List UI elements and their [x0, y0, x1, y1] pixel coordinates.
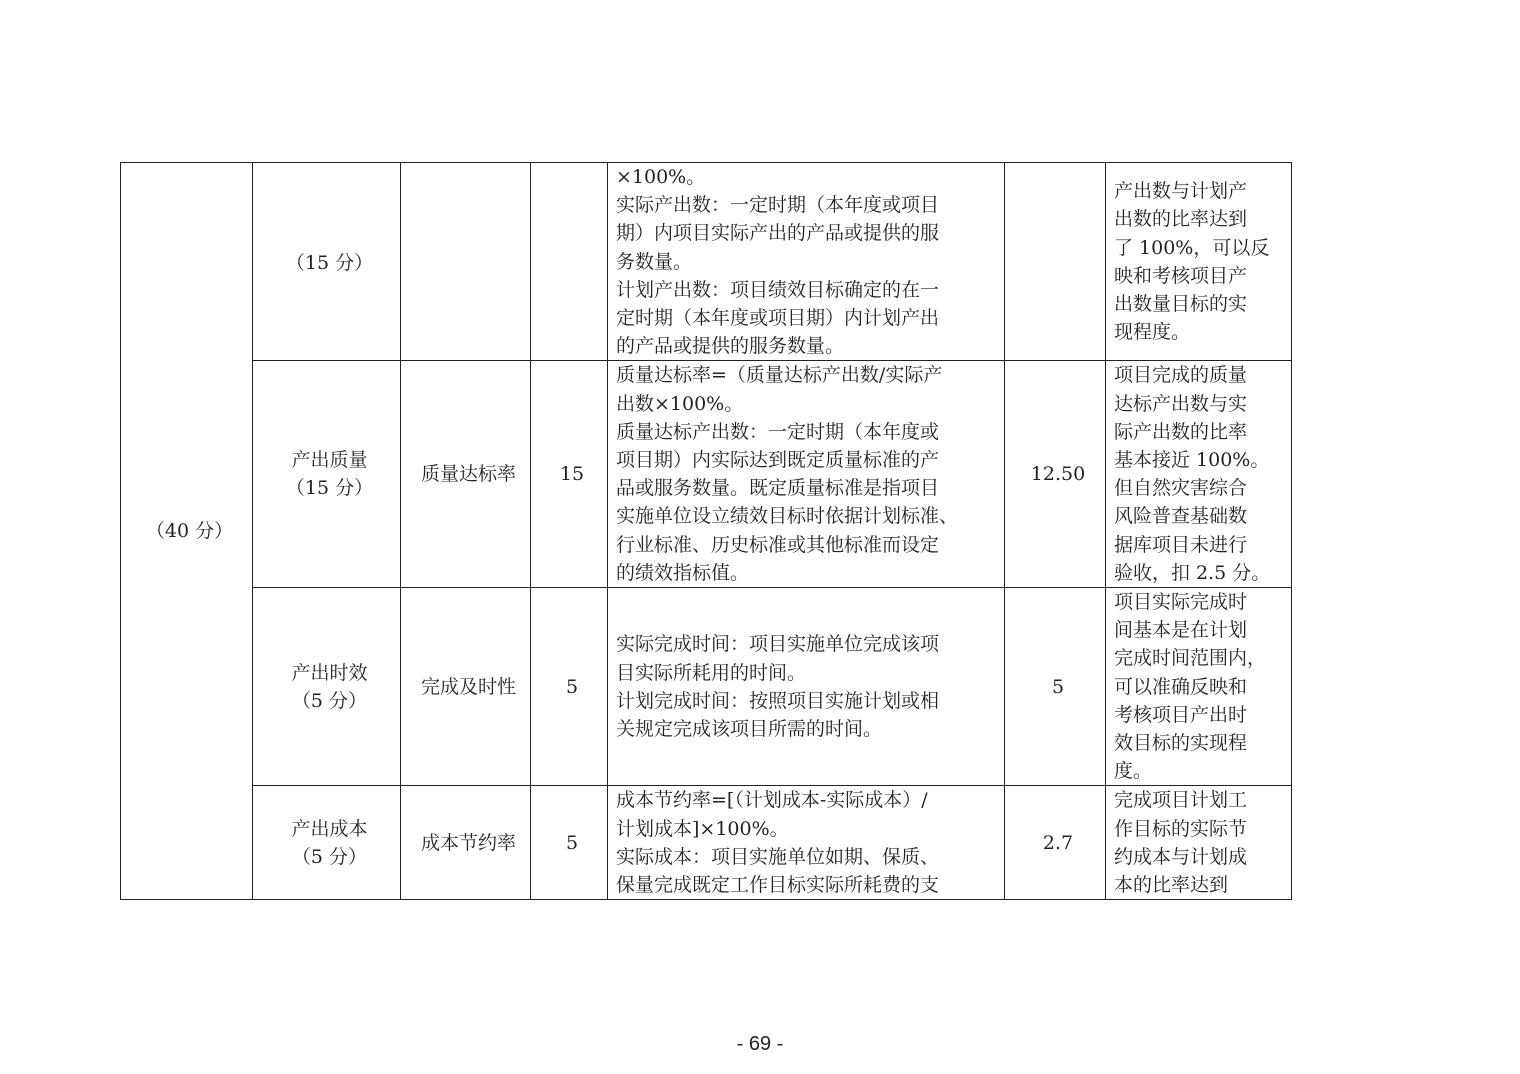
definition-line: ×100%。	[616, 166, 706, 188]
category-name: 产出成本	[291, 817, 368, 840]
remark-line: 产出数与计划产	[1114, 180, 1248, 203]
definition-line: 实际完成时间：项目实施单位完成该项	[616, 633, 940, 656]
definition-line: 行业标准、历史标准或其他标准而设定	[616, 533, 940, 556]
indicator-name: 成本节约率	[420, 831, 516, 854]
remark-line: 出数量目标的实	[1114, 292, 1248, 315]
remark-line: 本的比率达到	[1114, 874, 1229, 897]
score-cell	[1005, 786, 1106, 900]
remark-line: 风险普查基础数	[1114, 505, 1248, 528]
definition-line: 出数×100%。	[616, 392, 744, 415]
first-level-score: （40 分）	[145, 520, 234, 543]
definition-line: 计划成本]×100%。	[616, 817, 789, 840]
category-cell	[253, 588, 401, 786]
remark-line: 可以准确反映和	[1114, 675, 1248, 698]
weight-cell	[531, 786, 608, 900]
category-cell	[253, 361, 401, 588]
definition-line: 务数量。	[616, 250, 693, 273]
table-row	[121, 588, 1292, 786]
remark-line: 考核项目产出时	[1114, 703, 1248, 726]
indicator-cell	[401, 163, 531, 361]
weight-cell	[531, 361, 608, 588]
remark-line: 映和考核项目产	[1114, 264, 1248, 287]
score-cell	[1005, 588, 1106, 786]
definition-line: 的产品或提供的服务数量。	[616, 335, 845, 358]
remark-line: 际产出数的比率	[1114, 420, 1248, 443]
definition-cell	[608, 786, 1005, 900]
table-row	[121, 163, 1292, 361]
definition-line: 实际产出数：一定时期（本年度或项目	[616, 194, 940, 217]
definition-line: 项目期）内实际达到既定质量标准的产	[616, 449, 940, 472]
remark-cell	[1106, 163, 1292, 361]
remark-line: 基本接近 100%。	[1114, 449, 1270, 472]
definition-line: 目实际所耗用的时间。	[616, 661, 807, 684]
indicator-weight: 5	[565, 831, 579, 854]
indicator-weight: 5	[565, 675, 579, 698]
remark-line: 约成本与计划成	[1114, 845, 1248, 868]
score-value: 12.50	[1030, 463, 1086, 486]
remark-line: 验收，扣 2.5 分。	[1114, 561, 1271, 584]
remark-line: 现程度。	[1114, 321, 1191, 344]
score-value: 2.7	[1042, 831, 1074, 854]
definition-line: 定时期（本年度或项目期）内计划产出	[616, 307, 940, 330]
table-row	[121, 786, 1292, 900]
definition-cell	[608, 588, 1005, 786]
definition-line: 成本节约率=[（计划成本-实际成本）/	[616, 789, 928, 812]
weight-cell	[531, 588, 608, 786]
category-score: （5 分）	[291, 689, 368, 712]
remark-line: 效目标的实现程	[1114, 732, 1248, 755]
definition-cell	[608, 361, 1005, 588]
category-name: 产出质量	[291, 449, 368, 472]
definition-line: 计划完成时间：按照项目实施计划或相	[616, 689, 940, 712]
score-cell	[1005, 163, 1106, 361]
indicator-cell	[401, 786, 531, 900]
page-number: - 69 -	[736, 1033, 784, 1055]
definition-line: 品或服务数量。既定质量标准是指项目	[616, 477, 940, 500]
remark-line: 出数的比率达到	[1114, 208, 1248, 231]
indicator-name: 质量达标率	[420, 463, 516, 486]
definition-line: 计划产出数：项目绩效目标确定的在一	[616, 278, 940, 301]
definition-line: 关规定完成该项目所需的时间。	[616, 717, 883, 740]
remark-line: 达标产出数与实	[1114, 392, 1248, 415]
table-row	[121, 361, 1292, 588]
definition-line: 质量达标率=（质量达标产出数/实际产	[616, 364, 943, 387]
remark-line: 作目标的实际节	[1114, 817, 1248, 840]
indicator-name: 完成及时性	[420, 675, 516, 698]
category-score: （15 分）	[285, 477, 374, 500]
definition-line: 实际成本：项目实施单位如期、保质、	[616, 845, 940, 868]
weight-cell	[531, 163, 608, 361]
category-name: 产出时效	[291, 661, 368, 684]
remark-cell	[1106, 588, 1292, 786]
score-value: 5	[1051, 675, 1065, 698]
category-cell	[253, 163, 401, 361]
remark-cell	[1106, 361, 1292, 588]
remark-line: 间基本是在计划	[1114, 619, 1248, 642]
remark-line: 完成项目计划工	[1114, 789, 1248, 812]
first-level-score-cell	[121, 163, 253, 900]
category-cell	[253, 786, 401, 900]
remark-line: 了 100%，可以反	[1114, 236, 1270, 259]
definition-line: 保量完成既定工作目标实际所耗费的支	[616, 874, 940, 897]
performance-evaluation-table	[120, 162, 1292, 900]
remark-line: 但自然灾害综合	[1114, 477, 1248, 500]
remark-line: 项目实际完成时	[1114, 591, 1248, 614]
remark-line: 据库项目未进行	[1114, 533, 1248, 556]
definition-line: 质量达标产出数：一定时期（本年度或	[616, 420, 940, 443]
remark-cell	[1106, 786, 1292, 900]
indicator-cell	[401, 588, 531, 786]
indicator-weight: 15	[559, 463, 585, 486]
remark-line: 度。	[1114, 760, 1153, 783]
indicator-cell	[401, 361, 531, 588]
category-score: （15 分）	[285, 252, 374, 275]
category-score: （5 分）	[291, 845, 368, 868]
remark-line: 完成时间范围内，	[1114, 647, 1267, 670]
score-cell	[1005, 361, 1106, 588]
remark-line: 项目完成的质量	[1114, 364, 1248, 387]
definition-line: 实施单位设立绩效目标时依据计划标准、	[616, 505, 959, 528]
definition-cell	[608, 163, 1005, 361]
definition-line: 期）内项目实际产出的产品或提供的服	[616, 222, 940, 245]
definition-line: 的绩效指标值。	[616, 561, 750, 584]
